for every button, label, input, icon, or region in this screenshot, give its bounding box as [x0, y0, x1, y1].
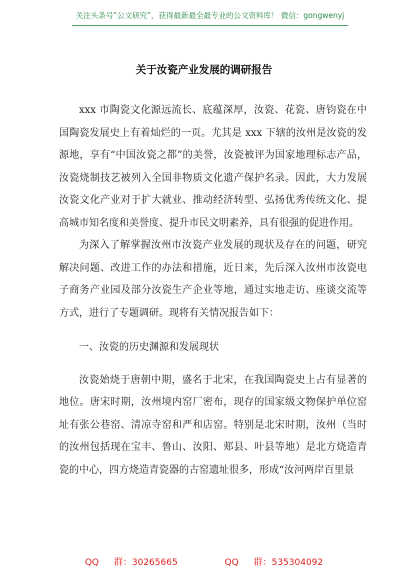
footer-qq-group-2: QQ 群：535304092: [224, 558, 324, 568]
paragraph-history: 汝瓷始烧于唐朝中期，盛名于北宋，在我国陶瓷史上占有显著的地位。唐宋时期，汝州境内窑厂密布，现存的国家级文物保护单位窑址有张公巷窑、清凉寺窑和严和店窑。特别是北宋时期，汝州（当时的汝州包括现在宝丰、鲁山、汝阳、郏县、叶县等地）是北方烧造青瓷的中心，四方烧造青瓷器的古窑遗址很多，形成“汝河两岸百里景: [59, 374, 367, 476]
document-title: 关于汝瓷产业发展的调研报告: [135, 64, 273, 76]
footer: [0, 555, 408, 568]
header-banner: 关注头条号“公文研究”，获得最新最全最专业的公文资料库！ 微信：gongwenyj: [72, 10, 348, 26]
section-heading: 一、汝瓷的历史渊源和发展现状: [79, 342, 219, 353]
paragraph-intro: xxx 市陶瓷文化源远流长、底蕴深厚，汝瓷、花瓷、唐钧瓷在中国陶瓷发展史上有着灿烂的一页。尤其是 xxx 下辖的汝州是汝瓷的发源地，享有“中国汝瓷之都”的美誉，汝瓷被评为国家地理标志产品，汝瓷烧制技艺被列入全国非物质文化遗产保护名录。因此，大力发展汝瓷文化产业对于扩大就业、推动经济转型、弘扬优秀传统文化、提高城市知名度和美誉度、提升市民文明素养，具有很强的促进作用。: [59, 105, 367, 229]
footer-qq-group-1: QQ 群：30265665: [84, 558, 178, 568]
document-body: [59, 100, 367, 482]
paragraph-purpose: 为深入了解掌握汝州市汝瓷产业发展的现状及存在的问题，研究解决问题、改进工作的办法和措施，近日来，先后深入汝州市汝瓷电子商务产业园及部分汝瓷生产企业等地，通过实地走访、座谈交流等方式，进行了专题调研。现将有关情况报告如下：: [59, 240, 367, 319]
